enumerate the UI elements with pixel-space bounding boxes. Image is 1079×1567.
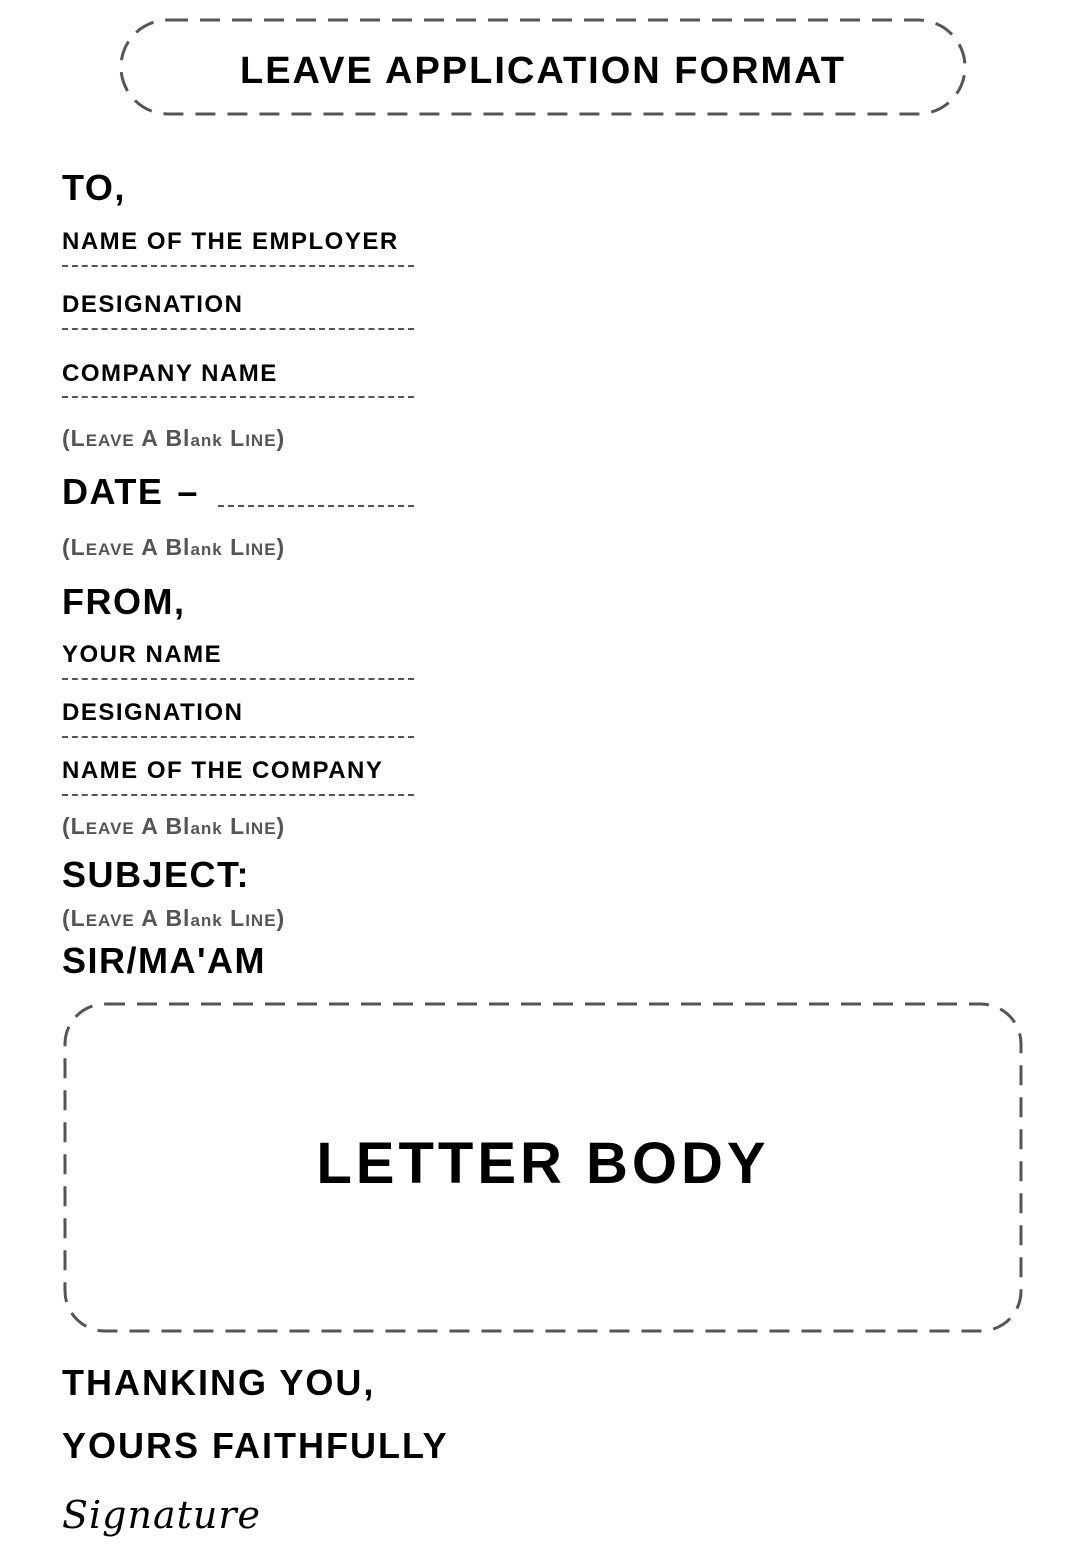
from-your-name-blank[interactable] [62,678,414,680]
letter-body-label: LETTER BODY [316,1131,770,1196]
blank-line-note: (LEAVE A Blank LINE) [62,813,286,839]
to-employer-name-blank[interactable] [62,265,414,267]
date-blank[interactable] [218,505,414,507]
yours-faithfully: YOURS FAITHFULLY [62,1425,449,1466]
from-company-name-label: NAME OF THE COMPANY [62,757,384,784]
to-company-name-label: COMPANY NAME [62,360,278,387]
to-heading: TO, [62,167,126,208]
to-designation-blank[interactable] [62,328,414,330]
date-label: DATE [62,471,164,512]
to-company-name-blank[interactable] [62,396,414,398]
thanking-you: THANKING YOU, [62,1362,376,1403]
date-dash: – [177,471,198,512]
signature[interactable]: Signature [62,1493,262,1537]
to-employer-name-label: NAME OF THE EMPLOYER [62,228,399,255]
to-designation-label: DESIGNATION [62,291,244,318]
page-title: LEAVE APPLICATION FORMAT [239,50,846,92]
blank-line-note: (LEAVE A Blank LINE) [62,534,286,560]
salutation: SIR/MA'AM [62,940,267,981]
title-frame [118,17,968,117]
from-company-name-blank[interactable] [62,794,414,796]
subject-heading: SUBJECT: [62,854,251,895]
blank-line-note: (LEAVE A Blank LINE) [62,425,286,451]
blank-line-note: (LEAVE A Blank LINE) [62,905,286,931]
from-designation-blank[interactable] [62,736,414,738]
date-row [62,470,197,514]
from-heading: FROM, [62,581,186,622]
from-your-name-label: YOUR NAME [62,641,223,668]
letter-body-frame[interactable] [62,1001,1024,1334]
from-designation-label: DESIGNATION [62,699,244,726]
